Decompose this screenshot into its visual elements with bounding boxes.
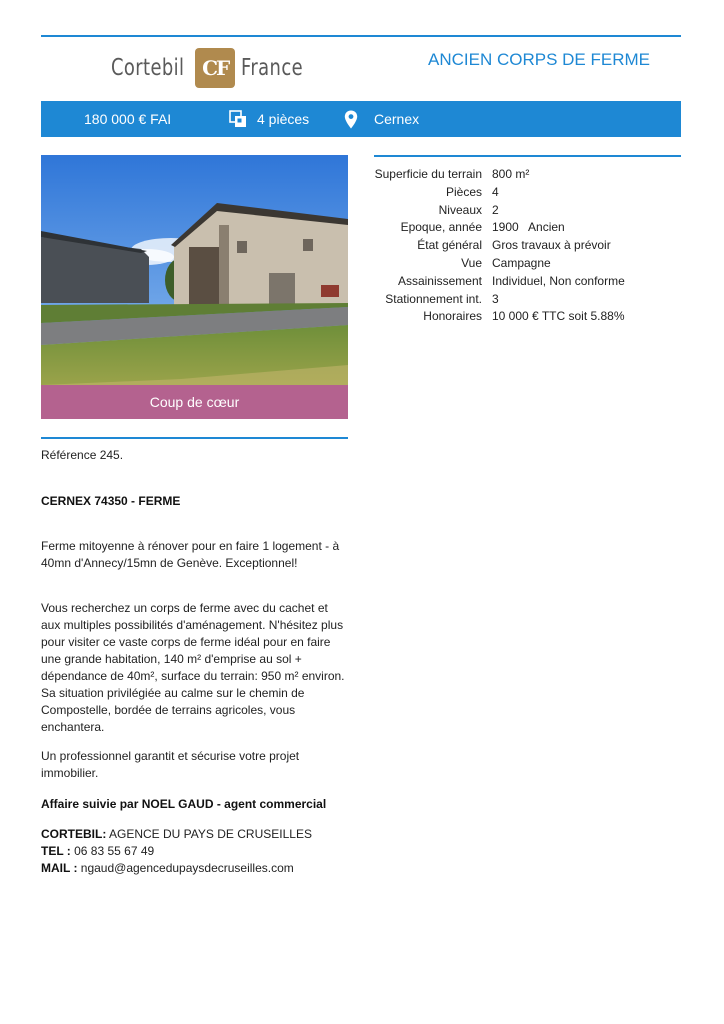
spec-value: 2 — [492, 202, 499, 217]
spec-label: Stationnement int. — [385, 291, 482, 306]
spec-value: 1900 Ancien — [492, 220, 565, 235]
agency-logo — [111, 47, 304, 89]
spec-row — [374, 184, 681, 202]
spec-row — [374, 166, 681, 184]
description-body: Vous recherchez un corps de ferme avec du cachet et aux multiples possibilités d'aménagement. N'hésitez plus pour visiter ce vaste corps de ferme idéal pour en faire une grande habitation, 140 m² d'emprise au sol + dépendance de 40m², surface du terrain: 950 m² environ. Sa situation privilégiée au calme sur le chemin de Compostelle, bordée de terrains agricoles, vous enchantera. — [41, 601, 345, 734]
agent-line: Affaire suivie par NOEL GAUD - agent commercial — [41, 797, 327, 811]
rooms-value: 4 pièces — [257, 111, 310, 127]
spec-row — [374, 219, 681, 237]
spec-label: État général — [417, 238, 482, 253]
logo-word-left: Cortebil — [111, 55, 185, 81]
reference-text: Référence 245. — [41, 448, 124, 462]
spec-label: Epoque, année — [400, 220, 482, 235]
spec-value: Individuel, Non conforme — [492, 273, 625, 288]
rooms-icon — [229, 110, 247, 128]
location-summary — [344, 101, 419, 137]
price-summary — [84, 101, 171, 137]
spec-row — [374, 308, 681, 326]
spec-label: Superficie du terrain — [374, 167, 482, 181]
spec-value: 800 m² — [492, 167, 530, 181]
spec-row — [374, 237, 681, 255]
favorite-badge: Coup de cœur — [41, 385, 348, 419]
price-value: 180 000 € FAI — [84, 111, 172, 127]
spec-label: Niveaux — [438, 202, 482, 217]
spec-row — [374, 202, 681, 220]
spec-row — [374, 273, 681, 291]
logo-word-right: France — [241, 55, 304, 81]
spec-row — [374, 255, 681, 273]
property-photo — [41, 155, 348, 385]
specs-rule — [374, 155, 681, 157]
map-pin-icon — [344, 110, 358, 129]
contact-phone: TEL : 06 83 55 67 49 — [41, 844, 155, 858]
description-intro: Ferme mitoyenne à rénover pour en faire 1 logement - à 40mn d'Annecy/15mn de Genève. Exceptionnel! — [41, 539, 340, 570]
spec-value: Campagne — [492, 255, 551, 270]
contact-email[interactable]: MAIL : ngaud@agencedupaysdecruseilles.com — [41, 861, 294, 875]
summary-bar — [41, 101, 681, 137]
spec-value: 10 000 € TTC soit 5.88% — [492, 309, 625, 324]
spec-label: Vue — [461, 255, 482, 270]
guarantee-text: Un professionnel garantit et sécurise votre projet immobilier. — [41, 749, 300, 780]
spec-label: Honoraires — [423, 309, 482, 324]
spec-value: 4 — [492, 184, 499, 199]
logo-monogram: CF — [195, 48, 235, 88]
spec-label: Assainissement — [397, 273, 482, 288]
spec-row — [374, 291, 681, 309]
rooms-summary — [229, 101, 309, 137]
location-value: Cernex — [374, 111, 420, 127]
description-rule — [41, 437, 348, 439]
listing-title: ANCIEN CORPS DE FERME — [428, 50, 650, 69]
description-heading: CERNEX 74350 - FERME — [41, 494, 181, 508]
contact-block — [41, 826, 361, 877]
spec-value: 3 — [492, 291, 499, 306]
spec-value: Gros travaux à prévoir — [492, 238, 611, 253]
specs-table — [374, 166, 681, 326]
header-rule — [41, 35, 681, 37]
spec-label: Pièces — [445, 184, 482, 199]
contact-agency: CORTEBIL: AGENCE DU PAYS DE CRUSEILLES — [41, 827, 312, 841]
